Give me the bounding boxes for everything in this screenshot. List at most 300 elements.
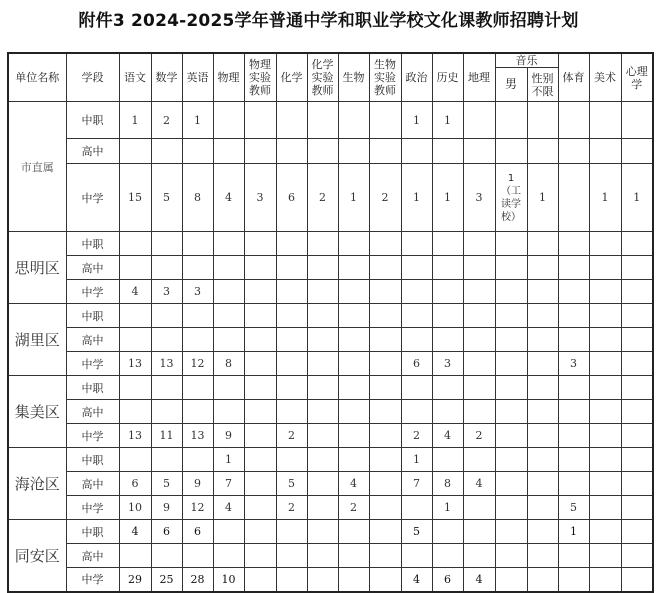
value-cell (621, 544, 653, 568)
value-cell (527, 472, 558, 496)
value-cell (495, 400, 527, 424)
value-cell (463, 520, 495, 544)
value-cell: 5 (151, 472, 182, 496)
value-cell: 3 (558, 352, 589, 376)
value-cell (527, 232, 558, 256)
stage-cell: 中学 (66, 424, 119, 448)
note-line: 读学 (501, 198, 521, 210)
header-bio-lab (369, 53, 401, 102)
value-cell (527, 304, 558, 328)
value-cell (589, 472, 621, 496)
value-cell (495, 496, 527, 520)
value-cell: 4 (401, 568, 432, 592)
value-cell: 4 (463, 568, 495, 592)
value-cell: 4 (213, 164, 244, 232)
value-cell (463, 256, 495, 280)
value-cell (621, 256, 653, 280)
value-cell: 5 (151, 164, 182, 232)
header-chemistry: 化学 (276, 53, 307, 102)
stage-cell: 高中 (66, 256, 119, 280)
value-cell (432, 376, 463, 400)
value-cell (463, 352, 495, 376)
value-cell: 29 (119, 568, 151, 592)
value-cell: 12 (182, 352, 213, 376)
value-cell: 8 (213, 352, 244, 376)
value-cell (558, 256, 589, 280)
value-cell (401, 376, 432, 400)
value-cell: 5 (276, 472, 307, 496)
value-cell (589, 280, 621, 304)
value-cell: 9 (213, 424, 244, 448)
header-line: 教师 (249, 84, 271, 97)
value-cell (432, 232, 463, 256)
value-cell (244, 496, 276, 520)
header-physics: 物理 (213, 53, 244, 102)
stage-cell: 高中 (66, 139, 119, 164)
header-line: 化学 (311, 58, 334, 71)
table-row (8, 496, 653, 520)
header-line: 性别 (531, 71, 554, 85)
value-cell (338, 520, 369, 544)
value-cell (369, 256, 401, 280)
value-cell (244, 256, 276, 280)
value-cell (621, 376, 653, 400)
value-cell (495, 102, 527, 139)
value-cell (621, 520, 653, 544)
value-cell (495, 520, 527, 544)
value-cell (338, 424, 369, 448)
table-row (8, 472, 653, 496)
value-cell (276, 376, 307, 400)
value-cell (589, 568, 621, 592)
value-cell (495, 139, 527, 164)
stage-cell: 中职 (66, 376, 119, 400)
value-cell (244, 232, 276, 256)
value-cell (401, 400, 432, 424)
value-cell (338, 448, 369, 472)
value-cell: 4 (338, 472, 369, 496)
value-cell (244, 424, 276, 448)
value-cell: 4 (432, 424, 463, 448)
value-cell (527, 544, 558, 568)
value-cell (338, 328, 369, 352)
value-cell: 1 (401, 164, 432, 232)
value-cell (213, 520, 244, 544)
header-english: 英语 (182, 53, 213, 102)
value-cell (621, 328, 653, 352)
value-cell: 2 (276, 424, 307, 448)
value-cell (276, 328, 307, 352)
value-cell: 6 (432, 568, 463, 592)
header-line: 实验 (311, 71, 334, 84)
value-cell (589, 328, 621, 352)
value-cell (369, 448, 401, 472)
value-cell (589, 304, 621, 328)
value-cell (495, 424, 527, 448)
value-cell (119, 304, 151, 328)
stage-cell: 中学 (66, 568, 119, 592)
value-cell (369, 280, 401, 304)
value-cell (432, 139, 463, 164)
value-cell (621, 448, 653, 472)
header-unit: 单位名称 (8, 53, 66, 102)
value-cell: 25 (151, 568, 182, 592)
value-cell (119, 139, 151, 164)
value-cell (307, 424, 338, 448)
value-cell (244, 400, 276, 424)
value-cell (307, 376, 338, 400)
value-cell (307, 139, 338, 164)
value-cell (527, 496, 558, 520)
value-cell (276, 304, 307, 328)
value-cell (182, 448, 213, 472)
table-row (8, 102, 653, 139)
value-cell (182, 139, 213, 164)
value-cell: 3 (244, 164, 276, 232)
value-cell (463, 448, 495, 472)
value-cell (119, 328, 151, 352)
value-cell (213, 304, 244, 328)
table-row (8, 448, 653, 472)
value-cell: 13 (119, 352, 151, 376)
value-cell (182, 328, 213, 352)
stage-cell: 中学 (66, 280, 119, 304)
value-cell (495, 232, 527, 256)
value-cell: 3 (151, 280, 182, 304)
value-cell (182, 400, 213, 424)
value-cell (527, 139, 558, 164)
value-cell: 1 (432, 102, 463, 139)
header-line: 不限 (531, 84, 554, 98)
value-cell (558, 400, 589, 424)
value-cell: 4 (463, 472, 495, 496)
value-cell (401, 304, 432, 328)
value-cell (369, 352, 401, 376)
unit-name-cell: 湖里区 (8, 304, 66, 376)
value-cell (589, 352, 621, 376)
value-cell (369, 568, 401, 592)
header-row-top (8, 53, 653, 68)
value-cell (432, 400, 463, 424)
value-cell (276, 280, 307, 304)
value-cell (558, 568, 589, 592)
value-cell (463, 304, 495, 328)
value-cell (463, 232, 495, 256)
header-art: 美术 (589, 53, 621, 102)
value-cell (621, 352, 653, 376)
stage-cell: 高中 (66, 328, 119, 352)
value-cell (213, 544, 244, 568)
value-cell (558, 280, 589, 304)
value-cell: 13 (151, 352, 182, 376)
value-cell (119, 544, 151, 568)
header-psychology (621, 53, 653, 102)
value-cell (182, 544, 213, 568)
header-politics: 政治 (401, 53, 432, 102)
value-cell: 13 (119, 424, 151, 448)
value-cell (276, 544, 307, 568)
unit-name-cell: 思明区 (8, 232, 66, 304)
value-cell (401, 256, 432, 280)
value-cell (558, 328, 589, 352)
value-cell (495, 328, 527, 352)
stage-cell: 中职 (66, 304, 119, 328)
header-line: 心理 (625, 64, 648, 78)
value-cell (463, 280, 495, 304)
value-cell (558, 448, 589, 472)
value-cell (244, 544, 276, 568)
value-cell (338, 400, 369, 424)
value-cell: 2 (276, 496, 307, 520)
value-cell (369, 496, 401, 520)
value-cell (369, 424, 401, 448)
value-cell (338, 256, 369, 280)
value-cell (621, 304, 653, 328)
value-cell (276, 520, 307, 544)
value-cell (558, 544, 589, 568)
value-cell (369, 472, 401, 496)
stage-cell: 中职 (66, 232, 119, 256)
value-cell (495, 376, 527, 400)
value-cell (307, 568, 338, 592)
unit-name-cell: 集美区 (8, 376, 66, 448)
value-cell (558, 102, 589, 139)
note-line: 1 (507, 172, 515, 184)
value-cell (401, 328, 432, 352)
table-row (8, 400, 653, 424)
value-cell (527, 424, 558, 448)
value-cell (527, 376, 558, 400)
value-cell (307, 520, 338, 544)
value-cell (401, 139, 432, 164)
value-cell (244, 280, 276, 304)
value-cell (276, 400, 307, 424)
value-cell (151, 232, 182, 256)
stage-cell: 高中 (66, 544, 119, 568)
value-cell (432, 280, 463, 304)
stage-cell: 中学 (66, 496, 119, 520)
value-cell (527, 256, 558, 280)
value-cell (527, 448, 558, 472)
value-cell (338, 280, 369, 304)
value-cell (527, 352, 558, 376)
value-cell: 28 (182, 568, 213, 592)
value-cell (338, 376, 369, 400)
value-cell (338, 544, 369, 568)
value-cell: 11 (151, 424, 182, 448)
header-geography: 地理 (463, 53, 495, 102)
value-cell (432, 544, 463, 568)
value-cell (244, 520, 276, 544)
header-pe: 体育 (558, 53, 589, 102)
unit-name-cell: 市直属 (8, 102, 66, 232)
value-cell (589, 544, 621, 568)
value-cell (369, 328, 401, 352)
value-cell (338, 232, 369, 256)
value-cell (495, 448, 527, 472)
value-cell (589, 232, 621, 256)
value-cell (182, 232, 213, 256)
value-cell: 1 (119, 102, 151, 139)
value-cell: 1 (213, 448, 244, 472)
value-cell: 1 (401, 102, 432, 139)
value-cell (151, 376, 182, 400)
value-cell: 2 (369, 164, 401, 232)
value-cell (213, 139, 244, 164)
stage-cell: 中职 (66, 102, 119, 139)
value-cell (244, 304, 276, 328)
value-cell (307, 352, 338, 376)
value-cell (307, 256, 338, 280)
value-cell (621, 568, 653, 592)
value-cell (276, 256, 307, 280)
value-cell (495, 280, 527, 304)
value-cell (463, 400, 495, 424)
value-cell (244, 448, 276, 472)
value-cell (589, 256, 621, 280)
table-row (8, 544, 653, 568)
value-cell: 2 (401, 424, 432, 448)
value-cell: 6 (119, 472, 151, 496)
header-physics-lab (244, 53, 276, 102)
value-cell (463, 102, 495, 139)
header-chem-lab (307, 53, 338, 102)
value-cell (401, 232, 432, 256)
value-cell (401, 280, 432, 304)
value-cell: 1 (401, 448, 432, 472)
value-cell (621, 400, 653, 424)
value-cell (213, 376, 244, 400)
value-cell (119, 448, 151, 472)
value-cell (527, 568, 558, 592)
value-cell (213, 232, 244, 256)
value-cell (276, 232, 307, 256)
value-cell (338, 352, 369, 376)
value-cell (527, 400, 558, 424)
header-math: 数学 (151, 53, 182, 102)
value-cell: 2 (307, 164, 338, 232)
header-biology: 生物 (338, 53, 369, 102)
table-row (8, 328, 653, 352)
value-cell: 2 (463, 424, 495, 448)
value-cell (244, 352, 276, 376)
table-row (8, 376, 653, 400)
value-cell (213, 256, 244, 280)
value-cell: 5 (401, 520, 432, 544)
header-stage: 学段 (66, 53, 119, 102)
value-cell: 1 (527, 164, 558, 232)
stage-cell: 高中 (66, 472, 119, 496)
value-cell (495, 472, 527, 496)
value-cell (307, 280, 338, 304)
table-row (8, 352, 653, 376)
value-cell (213, 280, 244, 304)
value-cell (213, 400, 244, 424)
value-cell (432, 304, 463, 328)
value-cell (589, 400, 621, 424)
value-cell (307, 328, 338, 352)
value-cell (527, 328, 558, 352)
note-line: 校） (501, 211, 521, 223)
value-cell: 7 (213, 472, 244, 496)
note-line: （工 (501, 185, 521, 197)
value-cell (213, 328, 244, 352)
stage-cell: 中学 (66, 352, 119, 376)
table-row (8, 232, 653, 256)
page-title: 附件3 2024-2025学年普通中学和职业学校文化课教师招聘计划 (78, 11, 579, 31)
value-cell (558, 424, 589, 448)
value-cell: 1 (558, 520, 589, 544)
value-cell (621, 280, 653, 304)
table-row (8, 424, 653, 448)
value-cell-gongdu-note (495, 164, 527, 232)
value-cell: 4 (119, 280, 151, 304)
value-cell (495, 304, 527, 328)
value-cell (151, 139, 182, 164)
table-row (8, 568, 653, 592)
value-cell: 9 (151, 496, 182, 520)
stage-cell: 中职 (66, 448, 119, 472)
value-cell (432, 328, 463, 352)
header-history: 历史 (432, 53, 463, 102)
value-cell: 1 (589, 164, 621, 232)
value-cell: 3 (463, 164, 495, 232)
value-cell (432, 520, 463, 544)
value-cell: 4 (119, 520, 151, 544)
value-cell (276, 448, 307, 472)
value-cell (463, 328, 495, 352)
header-line: 教师 (374, 84, 396, 97)
value-cell (589, 496, 621, 520)
value-cell (151, 304, 182, 328)
value-cell (558, 232, 589, 256)
value-cell (338, 139, 369, 164)
value-cell (151, 544, 182, 568)
value-cell: 5 (558, 496, 589, 520)
value-cell (495, 568, 527, 592)
value-cell: 6 (401, 352, 432, 376)
value-cell (244, 328, 276, 352)
value-cell (527, 280, 558, 304)
value-cell (558, 376, 589, 400)
value-cell (244, 376, 276, 400)
value-cell (369, 544, 401, 568)
value-cell (401, 544, 432, 568)
value-cell: 8 (182, 164, 213, 232)
value-cell: 4 (213, 496, 244, 520)
value-cell (558, 304, 589, 328)
value-cell (621, 496, 653, 520)
value-cell (589, 102, 621, 139)
value-cell: 3 (182, 280, 213, 304)
unit-name-cell: 同安区 (8, 520, 66, 592)
value-cell (589, 139, 621, 164)
header-line: 实验 (249, 71, 271, 84)
value-cell (276, 568, 307, 592)
header-music-any-gender (527, 68, 558, 102)
value-cell (495, 256, 527, 280)
value-cell (621, 102, 653, 139)
value-cell (369, 232, 401, 256)
value-cell (307, 400, 338, 424)
value-cell: 2 (338, 496, 369, 520)
value-cell: 6 (276, 164, 307, 232)
value-cell: 1 (338, 164, 369, 232)
value-cell (307, 496, 338, 520)
value-cell (369, 139, 401, 164)
value-cell (338, 304, 369, 328)
value-cell: 1 (432, 496, 463, 520)
